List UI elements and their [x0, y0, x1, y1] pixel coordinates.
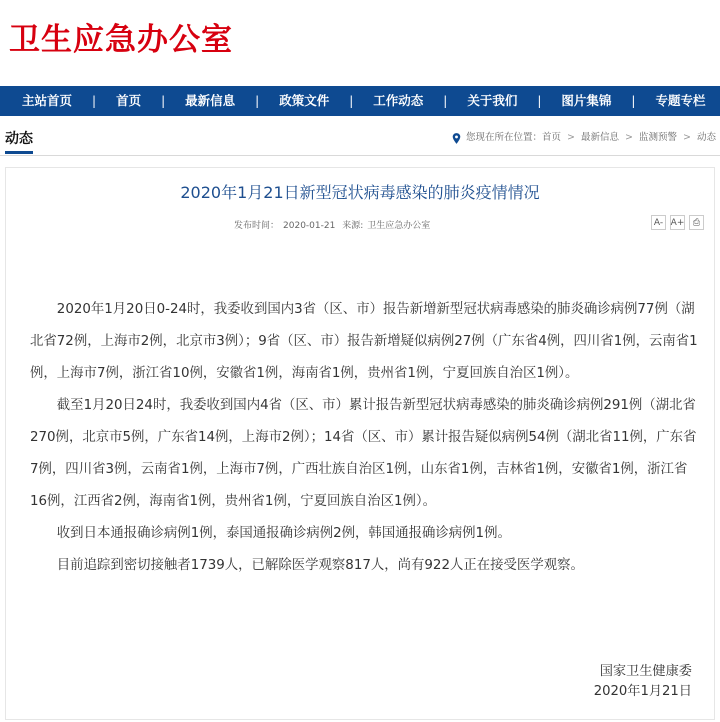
nav-item-special[interactable]: 专题专栏	[655, 93, 706, 108]
section-label: 动态	[5, 130, 33, 154]
location-pin-icon	[452, 133, 461, 144]
breadcrumb-item-monitoring[interactable]: 监测预警	[639, 132, 678, 143]
signature-date: 2020年1月21日	[593, 684, 692, 699]
publish-label: 发布时间：	[234, 221, 280, 231]
nav-separator: |	[443, 94, 448, 108]
article-title: 2020年1月21日新型冠状病毒感染的肺炎疫情情况	[180, 183, 540, 202]
font-larger-button[interactable]: A+	[670, 215, 685, 230]
source-label: 来源:	[342, 221, 364, 231]
nav-separator: |	[537, 94, 542, 108]
nav-item-gallery[interactable]: 图片集锦	[561, 93, 612, 108]
publish-date: 2020-01-21	[283, 221, 336, 231]
breadcrumb-separator: >	[567, 132, 576, 143]
nav-item-about[interactable]: 关于我们	[467, 93, 518, 108]
nav-item-main-home[interactable]: 主站首页	[22, 93, 73, 108]
breadcrumb-prefix: 您现在所在位置：	[466, 132, 543, 143]
site-header	[0, 0, 720, 86]
print-button[interactable]: ⎙	[689, 215, 704, 230]
nav-item-policy[interactable]: 政策文件	[279, 93, 330, 108]
nav-separator: |	[92, 94, 97, 108]
paragraph-international: 收到日本通报确诊病例1例，泰国通报确诊病例2例，韩国通报确诊病例1例。	[56, 526, 511, 541]
breadcrumb-separator: >	[683, 132, 691, 143]
article-tools	[651, 215, 704, 230]
article-panel	[5, 167, 715, 720]
source-value: 卫生应急办公室	[367, 221, 431, 231]
site-title[interactable]: 卫生应急办公室	[9, 22, 233, 58]
sub-header	[0, 116, 720, 156]
main-nav	[0, 86, 720, 116]
nav-item-work[interactable]: 工作动态	[373, 93, 424, 108]
article-body	[30, 294, 700, 582]
paragraph-cumulative: 截至1月20日24时，我委收到国内4省（区、市）累计报告新型冠状病毒感染的肺炎确诊病例291例（湖北省270例，北京市5例，广东省14例，上海市2例）；14省（区、市）累计报告疑似病例54例（湖北省11例，广东省7例，四川省3例，云南省1例，上海市7例，广西壮族自治区1例，山东省1例，吉林省1例，安徽省1例，浙江省16例，江西省2例，海南省1例，贵州省1例，宁夏回族自治区1例）。	[30, 398, 697, 509]
paragraph-contacts: 目前追踪到密切接触者1739人，已解除医学观察817人，尚有922人正在接受医学观察。	[56, 558, 584, 573]
article-meta	[234, 218, 434, 231]
breadcrumb	[452, 132, 716, 144]
nav-separator: |	[255, 94, 260, 108]
nav-separator: |	[161, 94, 166, 108]
breadcrumb-item-latest[interactable]: 最新信息	[581, 132, 620, 143]
breadcrumb-separator: >	[625, 132, 633, 143]
nav-item-latest[interactable]: 最新信息	[185, 93, 236, 108]
font-smaller-button[interactable]: A-	[651, 215, 666, 230]
nav-item-home[interactable]: 首页	[116, 93, 142, 108]
breadcrumb-item-current[interactable]: 动态	[696, 132, 716, 143]
signature-org: 国家卫生健康委	[599, 664, 692, 679]
nav-separator: |	[631, 94, 636, 108]
breadcrumb-item-home[interactable]: 首页	[542, 132, 562, 143]
article-signature	[594, 662, 692, 702]
paragraph-new-cases: 2020年1月20日0-24时，我委收到国内3省（区、市）报告新增新型冠状病毒感染的肺炎确诊病例77例（湖北省72例，上海市2例，北京市3例）；9省（区、市）报告新增疑似病例27例（广东省4例，四川省1例，云南省1例，上海市7例，浙江省10例，安徽省1例，海南省1例，贵州省1例，宁夏回族自治区1例）。	[30, 302, 698, 381]
nav-separator: |	[349, 94, 354, 108]
